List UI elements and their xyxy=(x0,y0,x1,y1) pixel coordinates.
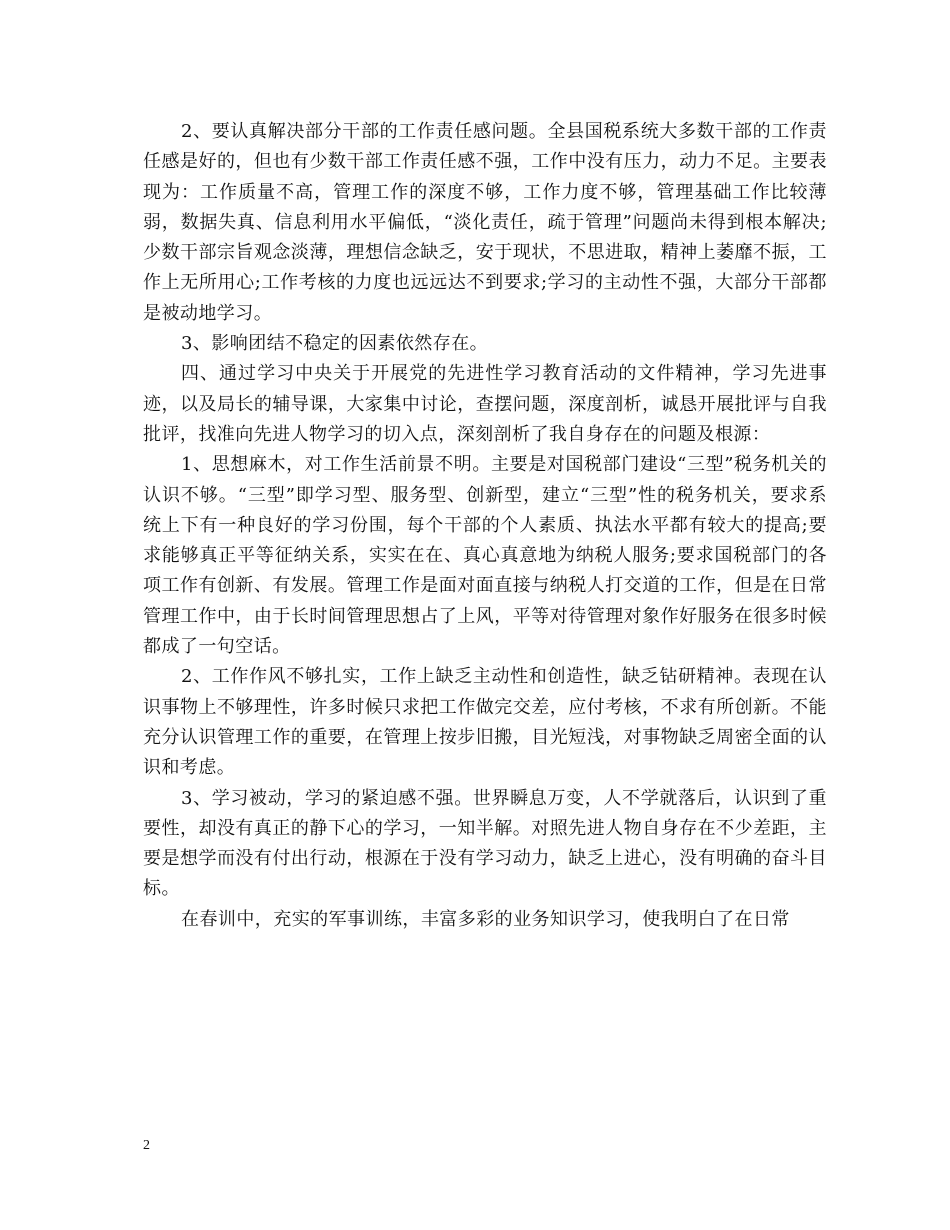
paragraph-unity: 3、影响团结不稳定的因素依然存在。 xyxy=(181,333,489,355)
page-number: 2 xyxy=(143,1138,150,1153)
paragraph-thinking: 1、思想麻木，对工作生活前景不明。主要是对国税部门建设“三型”税务机关的认识不够。“三型”即学习型、服务型、创新型，建立“三型”性的税务机关，要求系统上下有一种良好的学习份围，每个干部的个人素质、执法水平都有较大的提高;要求能够真正平等征纳关系，实实在在、真心真意地为纳税人服务;要求国税部门的各项工作有创新、有发展。管理工作是面对面直接与纳税人打交道的工作，但是在日常管理工作中，由于长时间管理思想占了上风，平等对待管理对象作好服务在很多时候都成了一句空话。 xyxy=(143,454,827,658)
paragraph-spring-training: 在春训中，充实的军事训练，丰富多彩的业务知识学习，使我明白了在日常 xyxy=(181,908,790,930)
paragraph-learning: 3、学习被动，学习的紧迫感不强。世界瞬息万变，人不学就落后，认识到了重要性，却没有真正的静下心的学习，一知半解。对照先进人物自身存在不少差距，主要是想学而没有付出行动，根源在于没有学习动力，缺乏上进心，没有明确的奋斗目标。 xyxy=(143,787,827,900)
paragraph-section-four: 四、通过学习中央关于开展党的先进性学习教育活动的文件精神，学习先进事迹，以及局长的辅导课，大家集中讨论，查摆问题，深度剖析，诚恳开展批评与自我批评，找准向先进人物学习的切入点，深刻剖析了我自身存在的问题及根源： xyxy=(143,363,827,445)
paragraph-work-style: 2、工作作风不够扎实，工作上缺乏主动性和创造性，缺乏钻研精神。表现在认识事物上不够理性，许多时候只求把工作做完交差，应付考核，不求有所创新。不能充分认识管理工作的重要，在管理上按步旧搬，目光短浅，对事物缺乏周密全面的认识和考虑。 xyxy=(143,666,827,779)
paragraph-responsibility: 2、要认真解决部分干部的工作责任感问题。全县国税系统大多数干部的工作责任感是好的，但也有少数干部工作责任感不强，工作中没有压力，动力不足。主要表现为：工作质量不高，管理工作的深度不够，工作力度不够，管理基础工作比较薄弱，数据失真、信息利用水平偏低，“淡化责任，疏于管理”问题尚未得到根本解决;少数干部宗旨观念淡薄，理想信念缺乏，安于现状，不思进取，精神上萎靡不振，工作上无所用心;工作考核的力度也远远达不到要求;学习的主动性不强，大部分干部都是被动地学习。 xyxy=(143,121,827,324)
document-body xyxy=(143,117,827,935)
